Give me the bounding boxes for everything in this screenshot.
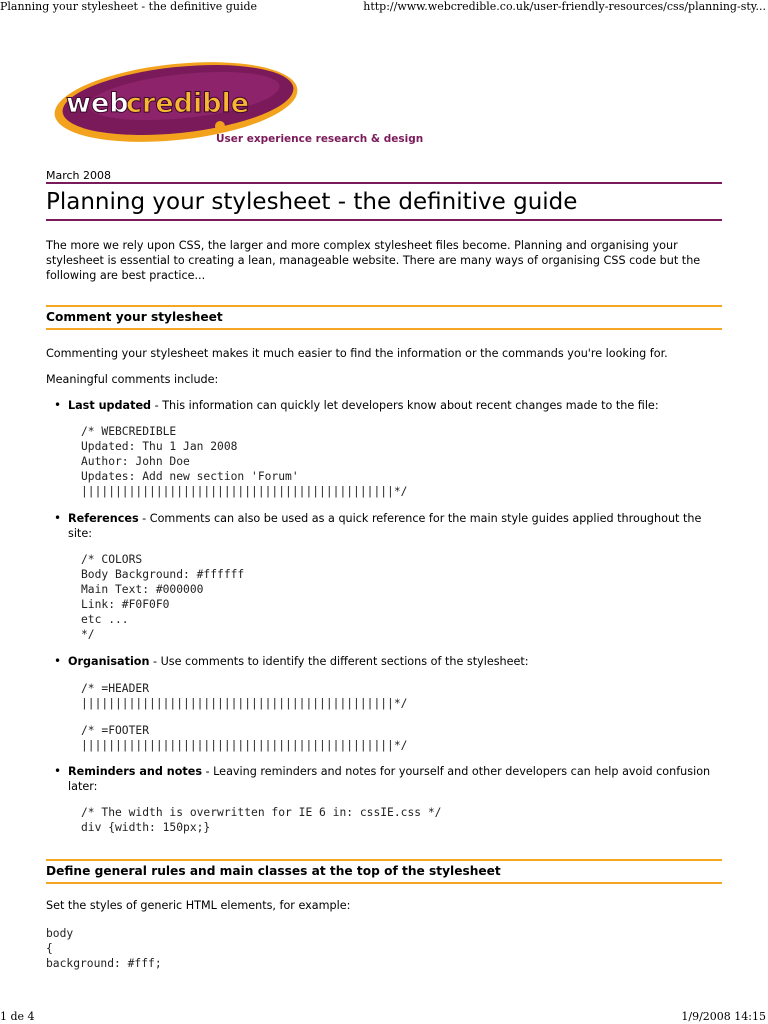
section2-paragraph-1: Set the styles of generic HTML elements, for example: (46, 899, 351, 912)
code-block-footer: /* =FOOTER ||||||||||||||||||||||||||||||||||||||||||||||*/ (81, 724, 408, 752)
section-heading-box (46, 305, 722, 330)
list-item-reminders (54, 764, 722, 794)
list-item-last-updated (54, 398, 722, 413)
code-block-references: /* COLORS Body Background: #ffffff Main Text: #000000 Link: #F0F0F0 etc ... */ (81, 553, 245, 641)
list-item-label: Last updated (68, 399, 152, 412)
list-item-label: Reminders and notes (68, 765, 202, 778)
list-item-label: References (68, 512, 139, 525)
section-heading-comment: Comment your stylesheet (46, 310, 223, 324)
section1-paragraph-2: Meaningful comments include: (46, 373, 219, 386)
bullet-icon: • (54, 654, 62, 668)
webcredible-logo (54, 60, 454, 152)
section1-paragraph-1: Commenting your stylesheet makes it much easier to find the information or the commands you're looking for. (46, 347, 668, 360)
code-block-body: body { background: #fff; (46, 927, 162, 970)
list-item-text: - Leaving reminders and notes for yourself and other developers can help avoid confusion later: (68, 765, 711, 793)
logo-brand-web: web (66, 88, 129, 119)
section-heading-general-rules: Define general rules and main classes at the top of the stylesheet (46, 864, 501, 878)
logo-brand-credible: credible (126, 88, 250, 119)
title-box (46, 182, 722, 221)
list-item-text: - Comments can also be used as a quick reference for the main style guides applied throughout the site: (68, 512, 702, 540)
list-item-text: - Use comments to identify the different sections of the stylesheet: (149, 655, 529, 668)
list-item-organisation (54, 654, 722, 669)
logo-tagline: User experience research & design (216, 133, 424, 145)
page-title: Planning your stylesheet - the definitive guide (46, 189, 578, 215)
list-item-label: Organisation (68, 655, 150, 668)
bullet-icon: • (54, 511, 62, 525)
article-date: March 2008 (46, 169, 112, 182)
print-header-title: Planning your stylesheet - the definitive guide (0, 0, 258, 13)
print-header-url: http://www.webcredible.co.uk/user-friendly-resources/css/planning-sty... (363, 0, 766, 13)
code-block-header: /* =HEADER ||||||||||||||||||||||||||||||||||||||||||||||*/ (81, 682, 408, 710)
bullet-icon: • (54, 398, 62, 412)
print-footer-page: 1 de 4 (0, 1010, 35, 1023)
print-footer-datetime: 1/9/2008 14:15 (681, 1010, 766, 1023)
bullet-icon: • (54, 764, 62, 778)
list-item-references (54, 511, 722, 541)
section-heading-box (46, 859, 722, 884)
code-block-last-updated: /* WEBCREDIBLE Updated: Thu 1 Jan 2008 Author: John Doe Updates: Add new section 'Forum' ||||||||||||||||||||||||||||||||||||||||||||||*/ (81, 425, 408, 498)
intro-paragraph: The more we rely upon CSS, the larger and more complex stylesheet files become. Planning and organising your stylesheet is essential to creating a lean, manageable website. There are many ways of organising CSS code but the following are best practice... (46, 239, 701, 282)
list-item-text: - This information can quickly let developers know about recent changes made to the file: (151, 399, 659, 412)
code-block-reminders: /* The width is overwritten for IE 6 in: cssIE.css */ div {width: 150px;} (81, 806, 442, 834)
